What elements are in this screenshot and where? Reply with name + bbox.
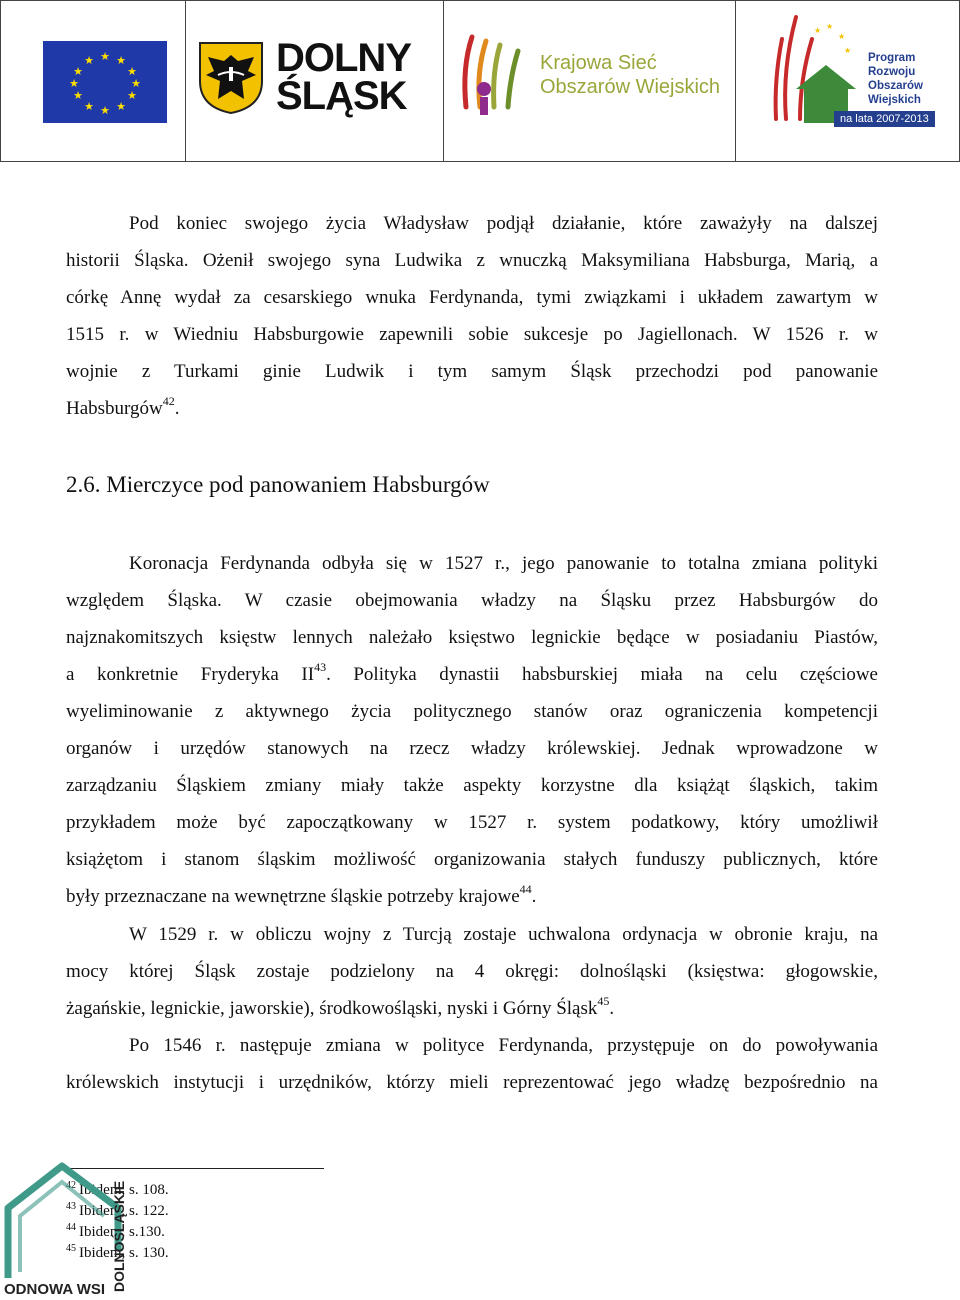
text-line: Pod koniec swojego życia Władysław podjął działanie, które zaważyły na dalszej — [129, 213, 878, 234]
svg-text:DOLNOŚLĄSKIE: DOLNOŚLĄSKIE — [111, 1180, 127, 1292]
text-line: 1515 r. w Wiedniu Habsburgowie zapewnili sobie sukcesje po Jagiellonach. W 1526 r. w — [66, 324, 878, 345]
dolny-slask-wordmark: DOLNY ŚLĄSK — [276, 36, 411, 118]
ksow-wheat-icon — [454, 27, 534, 117]
ksow-cell — [444, 1, 736, 161]
section-heading: 2.6. Mierczyce pod panowaniem Habsburgów — [66, 472, 490, 497]
svg-text:★: ★ — [116, 54, 126, 67]
eu-flag-cell — [1, 1, 186, 161]
text-line: W 1529 r. w obliczu wojny z Turcją zostaje uchwalona ordynacja w obronie kraju, na — [129, 924, 878, 945]
svg-text:★: ★ — [69, 77, 79, 90]
svg-text:★: ★ — [100, 104, 110, 117]
text-line: żagańskie, legnickie, jaworskie), środkowośląski, nyski i Górny Śląsk$^{45}$. — [66, 994, 615, 1019]
footnote-item: $^{43}$ Ibidem, s. 122. — [66, 1201, 169, 1219]
svg-text:★: ★ — [127, 65, 137, 78]
paragraph-1 — [66, 205, 878, 427]
text-line: organów i urzędów stanowych na rzecz władzy królewskiej. Jednak wprowadzone w — [66, 738, 878, 759]
text-line: Habsburgów$^{42}$. — [66, 394, 180, 419]
odnowa-wsi-logo — [0, 1160, 130, 1300]
footnote-reference[interactable]: 45 — [597, 994, 610, 1008]
svg-text:★: ★ — [844, 46, 852, 55]
svg-text:★: ★ — [838, 32, 846, 41]
text-line: historii Śląska. Ożenił swojego syna Ludwika z wnuczką Maksymiliana Habsburga, Marią, a — [66, 250, 878, 271]
eagle-coat-of-arms-icon — [198, 41, 264, 115]
text-line: Koronacja Ferdynanda odbyła się w 1527 r., jego panowanie to totalna zmiana polityki — [129, 553, 878, 574]
svg-text:★: ★ — [100, 50, 110, 63]
text-line: mocy której Śląsk zostaje podzielony na 4 okręgi: dolnośląski (księstwa: głogowskie, — [66, 961, 878, 982]
text-line: przykładem może być zapoczątkowany w 1527 r. system podatkowy, który umożliwił — [66, 812, 878, 833]
svg-text:★: ★ — [814, 26, 822, 35]
footnote-item: $^{42}$ Ibidem, s. 108. — [66, 1180, 169, 1198]
footnote-reference[interactable]: 44 — [519, 882, 532, 896]
svg-text:★: ★ — [116, 100, 126, 113]
footnote-item: $^{45}$ Ibidem, s. 130. — [66, 1243, 169, 1261]
footnote-reference[interactable]: 43 — [314, 660, 327, 674]
prow-years-badge: na lata 2007-2013 — [834, 111, 935, 127]
text-line: Po 1546 r. następuje zmiana w polityce Ferdynanda, przystępuje on do powoływania — [129, 1035, 878, 1056]
text-line: wojnie z Turkami ginie Ludwik i tym samym Śląsk przechodzi pod panowanie — [66, 361, 878, 382]
svg-text:★: ★ — [73, 89, 83, 102]
footnote-item: $^{44}$ Ibidem, s.130. — [66, 1222, 165, 1240]
paragraph-3 — [66, 916, 878, 1027]
text-line: a konkretnie Fryderyka II$^{43}$. Polityka dynastii habsburskiej miała na celu częściowe — [66, 660, 878, 685]
eu-flag-icon — [43, 41, 167, 123]
svg-text:★: ★ — [84, 54, 94, 67]
paragraph-4 — [66, 1027, 878, 1101]
svg-text:★: ★ — [826, 22, 834, 31]
text-line: zarządzaniu Śląskiem zmiany miały także aspekty korzystne dla książąt śląskich, takim — [66, 775, 878, 796]
text-line: królewskich instytucji i urzędników, którzy mieli reprezentować jego władzę bezpośrednio na — [66, 1072, 878, 1093]
ksow-wordmark: Krajowa Sieć Obszarów Wiejskich — [540, 52, 721, 98]
logo-header — [0, 0, 960, 162]
text-line: były przeznaczane na wewnętrzne śląskie potrzeby krajowe$^{44}$. — [66, 882, 537, 907]
svg-text:ODNOWA WSI: ODNOWA WSI — [4, 1281, 106, 1298]
prow-cell — [736, 1, 959, 161]
paragraph-2 — [66, 545, 878, 915]
text-line: względem Śląska. W czasie obejmowania władzy na Śląsku przez Habsburgów do — [66, 590, 878, 611]
text-line: córkę Annę wydał za cesarskiego wnuka Ferdynanda, tymi związkami i układem zawartym w — [66, 287, 878, 308]
footnote-reference[interactable]: 42 — [162, 394, 175, 408]
svg-text:★: ★ — [127, 89, 137, 102]
svg-text:★: ★ — [73, 65, 83, 78]
svg-text:★: ★ — [131, 77, 141, 90]
prow-wordmark: Program Rozwoju Obszarów Wiejskich — [868, 52, 923, 106]
text-line: książętom i stanom śląskim możliwość organizowania stałych funduszy publicznych, które — [66, 849, 878, 870]
svg-text:★: ★ — [84, 100, 94, 113]
text-line: najznakomitszych księstw lennych należało księstwo legnickie będące w posiadaniu Piastów, — [66, 627, 878, 648]
text-line: wyeliminowanie z aktywnego życia politycznego stanów oraz ograniczenia kompetencji — [66, 701, 878, 722]
dolny-slask-cell — [186, 1, 444, 161]
